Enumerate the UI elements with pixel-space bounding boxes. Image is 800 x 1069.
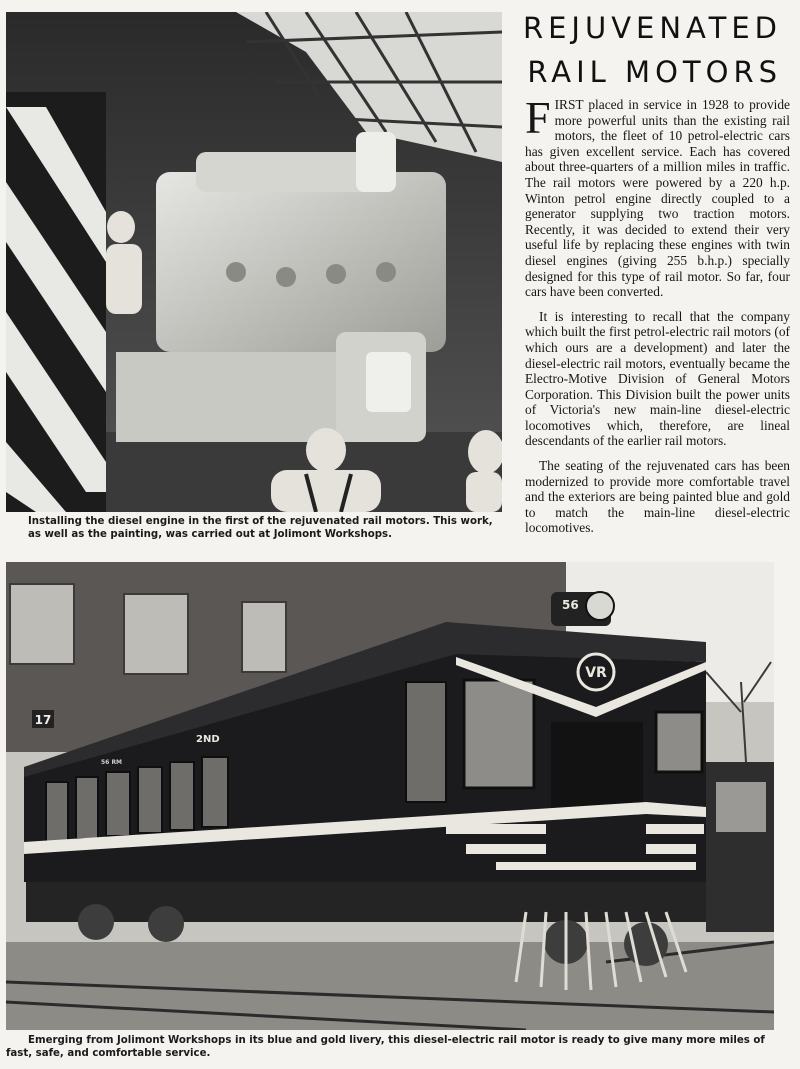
article-paragraph-3: The seating of the rejuvenated cars has been modernized to provide more comfortable travel and the exteriors are being painted blue and gold to match the main-line diesel-electric locomotives.: [525, 458, 790, 536]
building-number: 17: [34, 713, 52, 727]
title-line-2: RAIL MOTORS: [527, 55, 782, 89]
title-line-1: REJUVENATED: [522, 11, 782, 45]
paragraph-1-text: IRST placed in service in 1928 to provide more powerful units than the existing rail motors, the fleet of 10 petrol-electric cars has given excellent service. Each has covered about three-quarters of a million miles in traffic. The rail motors were powered by a 220 h.p. Winton petrol engine directly coupled to a generator supplying two traction motors. Recently, it was decided to extend their very useful life by replacing these engines with twin diesel engines (giving 255 b.h.p.) specially designed for this type of rail motor. So far, four cars have been converted.: [525, 97, 790, 300]
vr-logo: VR: [585, 665, 607, 681]
headlight-number: 56: [562, 598, 579, 612]
article-body: [525, 92, 790, 545]
car-number: 56 RM: [101, 759, 123, 766]
rail-motor-photo: [6, 562, 774, 1030]
engine-installation-photo: [6, 12, 502, 512]
bottom-photo-caption: Emerging from Jolimont Workshops in its blue and gold livery, this diesel-electric rail motor is ready to give many more miles of fast, safe, and comfortable service.: [6, 1035, 765, 1059]
drop-cap: F: [525, 92, 551, 143]
article-paragraph-1: [525, 92, 790, 300]
rail-motor-illustration: [6, 562, 774, 1030]
engine-installation-illustration: [6, 12, 502, 512]
class-mark: 2ND: [196, 734, 220, 745]
article-title: [523, 6, 782, 94]
article-paragraph-2: It is interesting to recall that the company which built the first petrol-electric rail motors (of which ours are a development) and later the diesel-electric rail motors, eventually became the Electro-Motive Division of General Motors Corporation. This Division built the power units of Victoria's new main-line diesel-electric locomotives which, therefore, are lineal descendants of the earlier rail motors.: [525, 308, 790, 449]
top-photo-caption: Installing the diesel engine in the first of the rejuvenated rail motors. This work, as well as the painting, was carried out at Jolimont Workshops.: [28, 516, 493, 540]
